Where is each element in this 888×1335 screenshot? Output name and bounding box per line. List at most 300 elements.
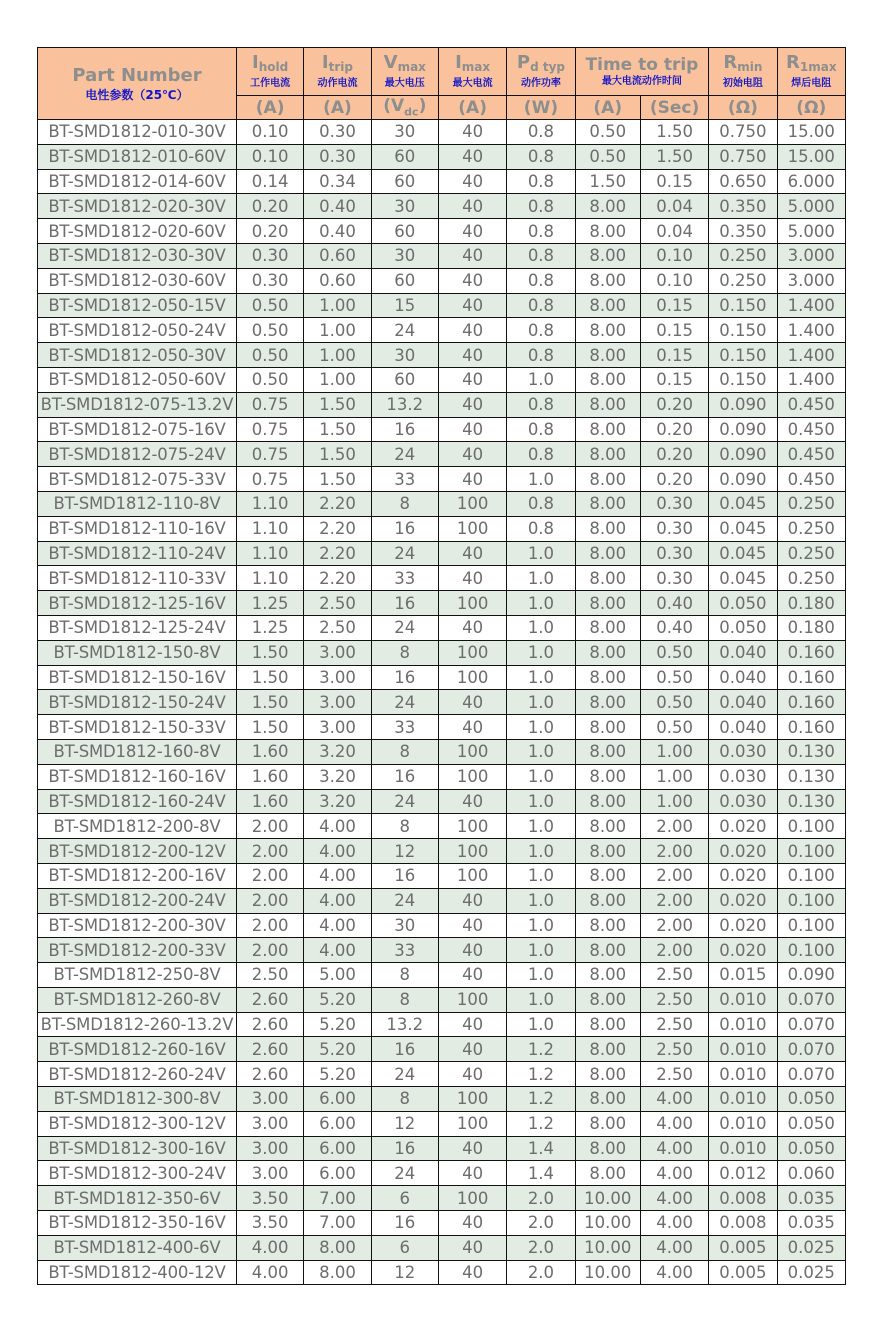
table-row bbox=[38, 467, 846, 492]
cell-trip-time: 0.04 bbox=[640, 194, 708, 219]
cell-r1max: 0.100 bbox=[777, 888, 845, 913]
cell-trip-time: 0.10 bbox=[640, 268, 708, 293]
cell-vmax: 8 bbox=[371, 963, 438, 988]
cell-r1max: 6.000 bbox=[777, 169, 845, 194]
cell-trip-time: 0.15 bbox=[640, 367, 708, 392]
cell-imax: 100 bbox=[438, 640, 506, 665]
cell-rmin: 0.020 bbox=[709, 938, 777, 963]
cell-trip-current: 8.00 bbox=[575, 467, 640, 492]
cell-part-number: BT-SMD1812-350-6V bbox=[38, 1186, 237, 1211]
cell-itrip: 1.00 bbox=[304, 318, 371, 343]
cell-part-number: BT-SMD1812-160-24V bbox=[38, 789, 237, 814]
cell-ihold: 2.60 bbox=[236, 1062, 303, 1087]
header-imax: $I_{max}$ 最大电流 bbox=[438, 48, 506, 96]
cell-trip-time: 2.00 bbox=[640, 839, 708, 864]
cell-ihold: 4.00 bbox=[236, 1235, 303, 1260]
cell-pd-typ: 1.4 bbox=[507, 1161, 575, 1186]
cell-vmax: 30 bbox=[371, 243, 438, 268]
cell-rmin: 0.005 bbox=[709, 1235, 777, 1260]
cell-pd-typ: 0.8 bbox=[507, 243, 575, 268]
cell-trip-time: 0.10 bbox=[640, 243, 708, 268]
table-row bbox=[38, 1235, 846, 1260]
cell-vmax: 24 bbox=[371, 1062, 438, 1087]
cell-rmin: 0.045 bbox=[709, 566, 777, 591]
cell-itrip: 6.00 bbox=[304, 1087, 371, 1112]
cell-itrip: 5.00 bbox=[304, 963, 371, 988]
cell-pd-typ: 0.8 bbox=[507, 491, 575, 516]
cell-r1max: 0.025 bbox=[777, 1260, 845, 1285]
table-row bbox=[38, 442, 846, 467]
cell-part-number: BT-SMD1812-010-60V bbox=[38, 144, 237, 169]
cell-imax: 100 bbox=[438, 863, 506, 888]
cell-ihold: 0.50 bbox=[236, 318, 303, 343]
cell-r1max: 0.250 bbox=[777, 491, 845, 516]
cell-r1max: 0.450 bbox=[777, 467, 845, 492]
table-row bbox=[38, 541, 846, 566]
cell-imax: 40 bbox=[438, 715, 506, 740]
cell-trip-current: 8.00 bbox=[575, 566, 640, 591]
cell-trip-time: 0.30 bbox=[640, 516, 708, 541]
table-row bbox=[38, 963, 846, 988]
cell-pd-typ: 1.0 bbox=[507, 715, 575, 740]
table-row bbox=[38, 690, 846, 715]
cell-r1max: 0.100 bbox=[777, 863, 845, 888]
cell-pd-typ: 1.0 bbox=[507, 367, 575, 392]
cell-itrip: 2.20 bbox=[304, 516, 371, 541]
table-row bbox=[38, 615, 846, 640]
cell-ihold: 3.50 bbox=[236, 1186, 303, 1211]
cell-vmax: 60 bbox=[371, 268, 438, 293]
cell-itrip: 2.20 bbox=[304, 541, 371, 566]
cell-trip-current: 8.00 bbox=[575, 615, 640, 640]
table-row bbox=[38, 987, 846, 1012]
cell-imax: 40 bbox=[438, 1161, 506, 1186]
cell-imax: 40 bbox=[438, 566, 506, 591]
cell-trip-current: 10.00 bbox=[575, 1211, 640, 1236]
cell-vmax: 16 bbox=[371, 1136, 438, 1161]
cell-itrip: 2.20 bbox=[304, 491, 371, 516]
cell-itrip: 1.00 bbox=[304, 343, 371, 368]
cell-pd-typ: 1.0 bbox=[507, 814, 575, 839]
cell-vmax: 30 bbox=[371, 194, 438, 219]
cell-part-number: BT-SMD1812-200-8V bbox=[38, 814, 237, 839]
table-row bbox=[38, 913, 846, 938]
cell-trip-current: 8.00 bbox=[575, 690, 640, 715]
cell-trip-time: 0.30 bbox=[640, 541, 708, 566]
cell-ihold: 0.75 bbox=[236, 417, 303, 442]
cell-pd-typ: 1.0 bbox=[507, 1012, 575, 1037]
cell-part-number: BT-SMD1812-075-24V bbox=[38, 442, 237, 467]
cell-trip-current: 8.00 bbox=[575, 318, 640, 343]
cell-part-number: BT-SMD1812-030-30V bbox=[38, 243, 237, 268]
cell-trip-current: 8.00 bbox=[575, 665, 640, 690]
cell-trip-current: 0.50 bbox=[575, 144, 640, 169]
cell-pd-typ: 1.0 bbox=[507, 764, 575, 789]
cell-imax: 40 bbox=[438, 963, 506, 988]
cell-rmin: 0.050 bbox=[709, 591, 777, 616]
unit-r1max: (Ω) bbox=[777, 96, 845, 120]
cell-trip-time: 4.00 bbox=[640, 1136, 708, 1161]
cell-trip-time: 4.00 bbox=[640, 1260, 708, 1285]
unit-trip-time: (Sec) bbox=[640, 96, 708, 120]
cell-ihold: 1.10 bbox=[236, 566, 303, 591]
cell-trip-current: 8.00 bbox=[575, 1161, 640, 1186]
cell-ihold: 0.75 bbox=[236, 392, 303, 417]
header-itrip: $I_{trip}$ 动作电流 bbox=[304, 48, 371, 96]
cell-ihold: 3.00 bbox=[236, 1136, 303, 1161]
cell-rmin: 0.020 bbox=[709, 888, 777, 913]
cell-trip-time: 2.50 bbox=[640, 1062, 708, 1087]
cell-imax: 100 bbox=[438, 764, 506, 789]
table-row bbox=[38, 491, 846, 516]
cell-trip-current: 8.00 bbox=[575, 963, 640, 988]
cell-pd-typ: 0.8 bbox=[507, 169, 575, 194]
cell-imax: 40 bbox=[438, 789, 506, 814]
cell-ihold: 0.30 bbox=[236, 243, 303, 268]
cell-trip-current: 8.00 bbox=[575, 1062, 640, 1087]
cell-r1max: 3.000 bbox=[777, 268, 845, 293]
cell-rmin: 0.020 bbox=[709, 863, 777, 888]
cell-itrip: 4.00 bbox=[304, 913, 371, 938]
header-rmin: $R_{min}$ 初始电阻 bbox=[709, 48, 777, 96]
cell-trip-time: 0.15 bbox=[640, 318, 708, 343]
table-row bbox=[38, 1260, 846, 1285]
cell-vmax: 12 bbox=[371, 1260, 438, 1285]
header-r1max: $R_{1max}$ 焊后电阻 bbox=[777, 48, 845, 96]
cell-r1max: 0.130 bbox=[777, 739, 845, 764]
cell-rmin: 0.150 bbox=[709, 318, 777, 343]
cell-itrip: 3.20 bbox=[304, 789, 371, 814]
header-ihold: $I_{hold}$ 工作电流 bbox=[236, 48, 303, 96]
cell-part-number: BT-SMD1812-150-24V bbox=[38, 690, 237, 715]
cell-trip-time: 0.40 bbox=[640, 591, 708, 616]
cell-vmax: 8 bbox=[371, 1087, 438, 1112]
cell-r1max: 0.450 bbox=[777, 442, 845, 467]
cell-itrip: 4.00 bbox=[304, 888, 371, 913]
cell-trip-time: 1.00 bbox=[640, 789, 708, 814]
cell-imax: 100 bbox=[438, 665, 506, 690]
cell-ihold: 4.00 bbox=[236, 1260, 303, 1285]
cell-itrip: 0.40 bbox=[304, 194, 371, 219]
cell-imax: 40 bbox=[438, 442, 506, 467]
cell-part-number: BT-SMD1812-300-12V bbox=[38, 1111, 237, 1136]
cell-part-number: BT-SMD1812-400-6V bbox=[38, 1235, 237, 1260]
cell-rmin: 0.010 bbox=[709, 1012, 777, 1037]
table-row bbox=[38, 1136, 846, 1161]
cell-rmin: 0.010 bbox=[709, 1037, 777, 1062]
cell-vmax: 24 bbox=[371, 888, 438, 913]
cell-pd-typ: 1.0 bbox=[507, 541, 575, 566]
cell-vmax: 16 bbox=[371, 764, 438, 789]
cell-itrip: 2.20 bbox=[304, 566, 371, 591]
cell-part-number: BT-SMD1812-260-13.2V bbox=[38, 1012, 237, 1037]
cell-vmax: 16 bbox=[371, 417, 438, 442]
cell-trip-current: 10.00 bbox=[575, 1235, 640, 1260]
cell-trip-current: 10.00 bbox=[575, 1260, 640, 1285]
cell-r1max: 0.035 bbox=[777, 1186, 845, 1211]
cell-vmax: 16 bbox=[371, 591, 438, 616]
cell-pd-typ: 0.8 bbox=[507, 194, 575, 219]
cell-part-number: BT-SMD1812-150-8V bbox=[38, 640, 237, 665]
cell-itrip: 3.20 bbox=[304, 739, 371, 764]
cell-imax: 40 bbox=[438, 467, 506, 492]
cell-ihold: 2.00 bbox=[236, 814, 303, 839]
cell-itrip: 7.00 bbox=[304, 1186, 371, 1211]
cell-itrip: 3.00 bbox=[304, 690, 371, 715]
cell-vmax: 24 bbox=[371, 615, 438, 640]
cell-trip-current: 8.00 bbox=[575, 739, 640, 764]
cell-vmax: 12 bbox=[371, 839, 438, 864]
cell-rmin: 0.090 bbox=[709, 392, 777, 417]
cell-ihold: 0.14 bbox=[236, 169, 303, 194]
cell-vmax: 30 bbox=[371, 343, 438, 368]
cell-r1max: 1.400 bbox=[777, 343, 845, 368]
cell-pd-typ: 1.2 bbox=[507, 1037, 575, 1062]
cell-itrip: 1.50 bbox=[304, 417, 371, 442]
cell-r1max: 0.100 bbox=[777, 839, 845, 864]
cell-rmin: 0.350 bbox=[709, 219, 777, 244]
cell-ihold: 1.60 bbox=[236, 789, 303, 814]
cell-r1max: 15.00 bbox=[777, 120, 845, 145]
cell-itrip: 0.40 bbox=[304, 219, 371, 244]
table-row bbox=[38, 169, 846, 194]
part-number-label: Part Number bbox=[72, 64, 202, 86]
unit-vmax: $(V_{dc})$ bbox=[371, 96, 438, 120]
cell-trip-time: 4.00 bbox=[640, 1235, 708, 1260]
cell-itrip: 3.20 bbox=[304, 764, 371, 789]
cell-imax: 40 bbox=[438, 1136, 506, 1161]
cell-r1max: 15.00 bbox=[777, 144, 845, 169]
cell-vmax: 33 bbox=[371, 566, 438, 591]
cell-ihold: 0.50 bbox=[236, 293, 303, 318]
table-row bbox=[38, 1087, 846, 1112]
unit-trip-current: (A) bbox=[575, 96, 640, 120]
table-row bbox=[38, 392, 846, 417]
cell-r1max: 0.060 bbox=[777, 1161, 845, 1186]
cell-vmax: 24 bbox=[371, 789, 438, 814]
cell-ihold: 1.25 bbox=[236, 615, 303, 640]
cell-ihold: 1.10 bbox=[236, 541, 303, 566]
cell-rmin: 0.045 bbox=[709, 516, 777, 541]
cell-trip-current: 8.00 bbox=[575, 293, 640, 318]
cell-part-number: BT-SMD1812-200-16V bbox=[38, 863, 237, 888]
cell-r1max: 1.400 bbox=[777, 367, 845, 392]
cell-r1max: 5.000 bbox=[777, 194, 845, 219]
cell-vmax: 15 bbox=[371, 293, 438, 318]
table-row bbox=[38, 665, 846, 690]
cell-rmin: 0.045 bbox=[709, 491, 777, 516]
cell-trip-time: 0.50 bbox=[640, 715, 708, 740]
cell-trip-time: 0.20 bbox=[640, 417, 708, 442]
cell-ihold: 2.00 bbox=[236, 888, 303, 913]
cell-part-number: BT-SMD1812-300-24V bbox=[38, 1161, 237, 1186]
cell-trip-current: 8.00 bbox=[575, 194, 640, 219]
cell-vmax: 24 bbox=[371, 690, 438, 715]
table-row bbox=[38, 343, 846, 368]
cell-vmax: 24 bbox=[371, 442, 438, 467]
cell-pd-typ: 0.8 bbox=[507, 442, 575, 467]
cell-trip-current: 8.00 bbox=[575, 1012, 640, 1037]
cell-trip-time: 1.00 bbox=[640, 764, 708, 789]
cell-rmin: 0.020 bbox=[709, 814, 777, 839]
table-header bbox=[38, 48, 846, 120]
cell-trip-time: 0.20 bbox=[640, 392, 708, 417]
cell-pd-typ: 1.0 bbox=[507, 789, 575, 814]
cell-ihold: 0.10 bbox=[236, 120, 303, 145]
cell-ihold: 2.00 bbox=[236, 913, 303, 938]
table-row bbox=[38, 243, 846, 268]
cell-r1max: 0.090 bbox=[777, 963, 845, 988]
cell-vmax: 16 bbox=[371, 516, 438, 541]
table-row bbox=[38, 888, 846, 913]
cell-pd-typ: 2.0 bbox=[507, 1186, 575, 1211]
table-row bbox=[38, 293, 846, 318]
cell-r1max: 0.130 bbox=[777, 789, 845, 814]
table-row bbox=[38, 764, 846, 789]
cell-pd-typ: 1.0 bbox=[507, 913, 575, 938]
cell-r1max: 0.070 bbox=[777, 1012, 845, 1037]
cell-rmin: 0.020 bbox=[709, 839, 777, 864]
cell-imax: 40 bbox=[438, 1260, 506, 1285]
cell-rmin: 0.750 bbox=[709, 144, 777, 169]
table-row bbox=[38, 839, 846, 864]
cell-ihold: 2.60 bbox=[236, 1037, 303, 1062]
cell-itrip: 8.00 bbox=[304, 1235, 371, 1260]
cell-r1max: 0.450 bbox=[777, 392, 845, 417]
cell-rmin: 0.010 bbox=[709, 1087, 777, 1112]
cell-imax: 40 bbox=[438, 1012, 506, 1037]
cell-trip-time: 2.50 bbox=[640, 963, 708, 988]
cell-ihold: 0.75 bbox=[236, 467, 303, 492]
cell-part-number: BT-SMD1812-150-16V bbox=[38, 665, 237, 690]
cell-vmax: 24 bbox=[371, 541, 438, 566]
table-row bbox=[38, 1037, 846, 1062]
cell-vmax: 33 bbox=[371, 938, 438, 963]
cell-ihold: 0.30 bbox=[236, 268, 303, 293]
cell-pd-typ: 1.0 bbox=[507, 591, 575, 616]
table-row bbox=[38, 367, 846, 392]
cell-trip-time: 2.50 bbox=[640, 1012, 708, 1037]
cell-trip-time: 0.15 bbox=[640, 169, 708, 194]
cell-rmin: 0.010 bbox=[709, 1136, 777, 1161]
cell-pd-typ: 1.0 bbox=[507, 863, 575, 888]
cell-ihold: 3.50 bbox=[236, 1211, 303, 1236]
cell-trip-current: 8.00 bbox=[575, 814, 640, 839]
table-row bbox=[38, 1062, 846, 1087]
cell-pd-typ: 0.8 bbox=[507, 343, 575, 368]
cell-trip-current: 8.00 bbox=[575, 541, 640, 566]
cell-rmin: 0.250 bbox=[709, 243, 777, 268]
cell-trip-time: 1.50 bbox=[640, 120, 708, 145]
cell-vmax: 13.2 bbox=[371, 392, 438, 417]
cell-vmax: 8 bbox=[371, 640, 438, 665]
cell-r1max: 0.025 bbox=[777, 1235, 845, 1260]
cell-trip-current: 8.00 bbox=[575, 715, 640, 740]
cell-pd-typ: 0.8 bbox=[507, 144, 575, 169]
cell-rmin: 0.650 bbox=[709, 169, 777, 194]
cell-imax: 100 bbox=[438, 591, 506, 616]
cell-rmin: 0.250 bbox=[709, 268, 777, 293]
cell-itrip: 0.60 bbox=[304, 243, 371, 268]
cell-ihold: 0.75 bbox=[236, 442, 303, 467]
cell-itrip: 0.34 bbox=[304, 169, 371, 194]
cell-part-number: BT-SMD1812-110-33V bbox=[38, 566, 237, 591]
cell-trip-current: 8.00 bbox=[575, 392, 640, 417]
cell-part-number: BT-SMD1812-125-24V bbox=[38, 615, 237, 640]
cell-rmin: 0.150 bbox=[709, 343, 777, 368]
cell-itrip: 6.00 bbox=[304, 1161, 371, 1186]
cell-imax: 40 bbox=[438, 938, 506, 963]
cell-itrip: 1.50 bbox=[304, 467, 371, 492]
cell-trip-current: 8.00 bbox=[575, 764, 640, 789]
cell-trip-time: 0.20 bbox=[640, 467, 708, 492]
cell-pd-typ: 1.0 bbox=[507, 566, 575, 591]
cell-pd-typ: 2.0 bbox=[507, 1235, 575, 1260]
table-row bbox=[38, 318, 846, 343]
cell-trip-current: 8.00 bbox=[575, 839, 640, 864]
cell-rmin: 0.010 bbox=[709, 987, 777, 1012]
header-time-to-trip: Time to trip 最大电流动作时间 bbox=[575, 48, 709, 96]
cell-imax: 100 bbox=[438, 839, 506, 864]
cell-pd-typ: 1.0 bbox=[507, 739, 575, 764]
cell-r1max: 1.400 bbox=[777, 318, 845, 343]
cell-trip-time: 0.15 bbox=[640, 343, 708, 368]
cell-itrip: 1.50 bbox=[304, 442, 371, 467]
cell-imax: 100 bbox=[438, 987, 506, 1012]
cell-pd-typ: 2.0 bbox=[507, 1211, 575, 1236]
cell-imax: 40 bbox=[438, 343, 506, 368]
cell-imax: 100 bbox=[438, 739, 506, 764]
cell-pd-typ: 0.8 bbox=[507, 392, 575, 417]
cell-pd-typ: 0.8 bbox=[507, 219, 575, 244]
cell-r1max: 0.100 bbox=[777, 814, 845, 839]
cell-imax: 40 bbox=[438, 392, 506, 417]
table-row bbox=[38, 1012, 846, 1037]
cell-rmin: 0.350 bbox=[709, 194, 777, 219]
cell-itrip: 5.20 bbox=[304, 1012, 371, 1037]
cell-imax: 40 bbox=[438, 1235, 506, 1260]
cell-imax: 100 bbox=[438, 1087, 506, 1112]
cell-pd-typ: 1.0 bbox=[507, 888, 575, 913]
cell-imax: 40 bbox=[438, 913, 506, 938]
cell-pd-typ: 1.0 bbox=[507, 690, 575, 715]
cell-trip-time: 2.00 bbox=[640, 863, 708, 888]
cell-vmax: 6 bbox=[371, 1235, 438, 1260]
cell-imax: 100 bbox=[438, 1186, 506, 1211]
cell-trip-current: 8.00 bbox=[575, 1111, 640, 1136]
cell-part-number: BT-SMD1812-160-8V bbox=[38, 739, 237, 764]
cell-part-number: BT-SMD1812-110-8V bbox=[38, 491, 237, 516]
cell-part-number: BT-SMD1812-200-24V bbox=[38, 888, 237, 913]
cell-itrip: 2.50 bbox=[304, 615, 371, 640]
cell-itrip: 5.20 bbox=[304, 1062, 371, 1087]
unit-pd: (W) bbox=[507, 96, 575, 120]
table-row bbox=[38, 591, 846, 616]
cell-imax: 100 bbox=[438, 1111, 506, 1136]
cell-pd-typ: 0.8 bbox=[507, 318, 575, 343]
cell-trip-current: 8.00 bbox=[575, 442, 640, 467]
cell-ihold: 1.60 bbox=[236, 764, 303, 789]
cell-ihold: 0.50 bbox=[236, 367, 303, 392]
cell-r1max: 0.100 bbox=[777, 913, 845, 938]
cell-itrip: 8.00 bbox=[304, 1260, 371, 1285]
cell-part-number: BT-SMD1812-400-12V bbox=[38, 1260, 237, 1285]
cell-imax: 40 bbox=[438, 120, 506, 145]
table-row bbox=[38, 1186, 846, 1211]
cell-part-number: BT-SMD1812-020-60V bbox=[38, 219, 237, 244]
table-row bbox=[38, 219, 846, 244]
cell-vmax: 16 bbox=[371, 1037, 438, 1062]
